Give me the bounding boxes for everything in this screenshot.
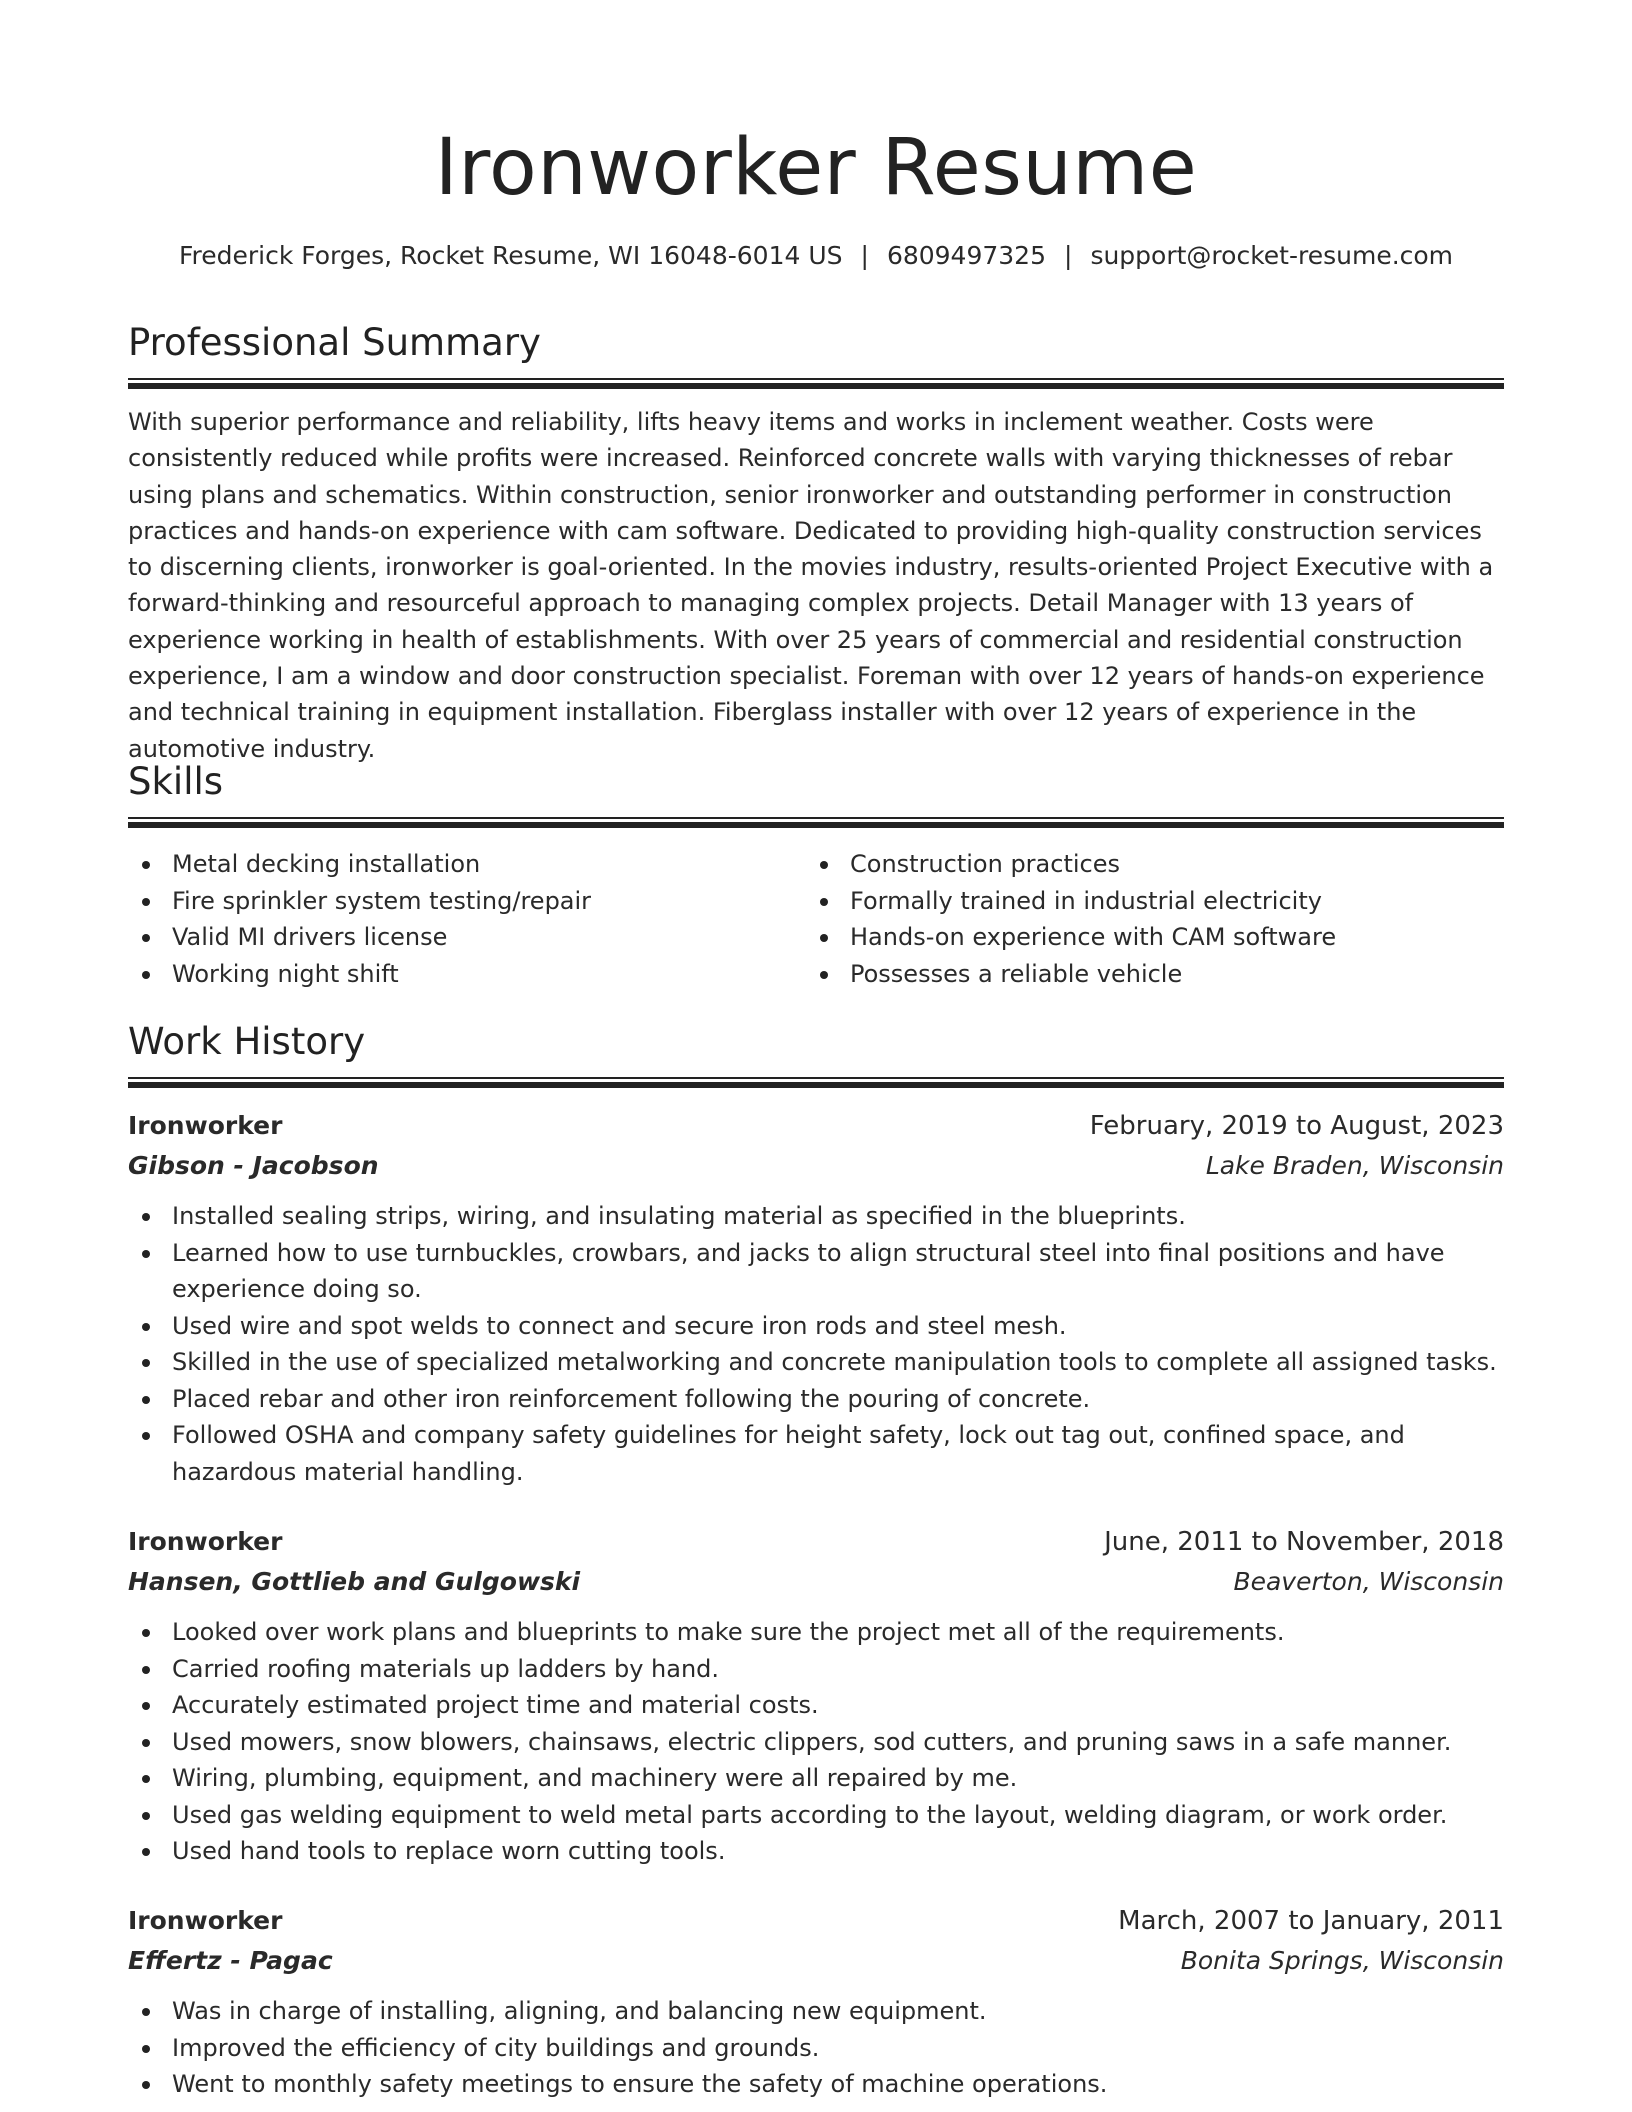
- job-duty-item: Went to monthly safety meetings to ensure the safety of machine operations.: [128, 2066, 1504, 2103]
- skills-list-left: [128, 846, 808, 992]
- resume-title: Ironworker Resume: [434, 123, 1198, 213]
- job-duty-item: Wiring, plumbing, equipment, and machinery were all repaired by me.: [128, 1760, 1504, 1797]
- section-divider: [128, 817, 1504, 828]
- contact-address: Frederick Forges, Rocket Resume, WI 16048-6014 US: [178, 241, 843, 270]
- skills-heading: Skills: [128, 760, 224, 803]
- job-duty-item: Installed sealing strips, wiring, and insulating material as specified in the blueprints.: [128, 1198, 1504, 1235]
- job-dates: February, 2019 to August, 2023: [1089, 1111, 1504, 1141]
- job-duty-item: Used wire and spot welds to connect and secure iron rods and steel mesh.: [128, 1308, 1504, 1345]
- job-duty-item: Was in charge of installing, aligning, and balancing new equipment.: [128, 1993, 1504, 2030]
- job-company: Gibson - Jacobson: [128, 1151, 379, 1180]
- job-duty-item: Used mowers, snow blowers, chainsaws, electric clippers, sod cutters, and pruning saws in a safe manner.: [128, 1724, 1504, 1761]
- job-duty-item: Placed rebar and other iron reinforcement following the pouring of concrete.: [128, 1381, 1504, 1418]
- job-location: Lake Braden, Wisconsin: [1205, 1151, 1504, 1180]
- job-duty-item: Carried roofing materials up ladders by hand.: [128, 1651, 1504, 1688]
- job-duty-item: Used gas welding equipment to weld metal parts according to the layout, welding diagram, or work order.: [128, 1797, 1504, 1834]
- job-title: Ironworker: [128, 1906, 283, 1935]
- job-title: Ironworker: [128, 1527, 283, 1556]
- job-dates: June, 2011 to November, 2018: [1104, 1527, 1504, 1557]
- skills-list-right: [806, 846, 1486, 992]
- job-duty-item: Looked over work plans and blueprints to make sure the project met all of the requirements.: [128, 1614, 1504, 1651]
- section-divider: [128, 378, 1504, 389]
- job-duties: [128, 1198, 1504, 1490]
- job-duties: [128, 1614, 1504, 1870]
- summary-heading: Professional Summary: [128, 321, 541, 364]
- job-location: Beaverton, Wisconsin: [1233, 1567, 1504, 1596]
- skill-item: Construction practices: [806, 846, 1486, 883]
- contact-separator: |: [1064, 241, 1073, 270]
- job-entry: [128, 1106, 1504, 1490]
- skill-item: Formally trained in industrial electricity: [806, 883, 1486, 920]
- skill-item: Working night shift: [128, 956, 808, 993]
- job-duty-item: Learned how to use turnbuckles, crowbars, and jacks to align structural steel into final positions and have experience doing so.: [128, 1235, 1504, 1308]
- job-duty-item: Accurately estimated project time and material costs.: [128, 1687, 1504, 1724]
- contact-separator: |: [860, 241, 869, 270]
- job-dates: March, 2007 to January, 2011: [1118, 1906, 1504, 1936]
- section-divider: [128, 1077, 1504, 1088]
- job-location: Bonita Springs, Wisconsin: [1180, 1946, 1504, 1975]
- job-duty-item: Followed OSHA and company safety guidelines for height safety, lock out tag out, confined space, and hazardous material handling.: [128, 1417, 1504, 1490]
- skill-item: Possesses a reliable vehicle: [806, 956, 1486, 993]
- job-duty-item: Skilled in the use of specialized metalworking and concrete manipulation tools to complete all assigned tasks.: [128, 1344, 1504, 1381]
- job-duty-item: Used hand tools to replace worn cutting tools.: [128, 1833, 1504, 1870]
- job-entry: [128, 1522, 1504, 1870]
- contact-line: [128, 236, 1504, 276]
- job-duty-item: Improved the efficiency of city buildings and grounds.: [128, 2030, 1504, 2067]
- job-company: Effertz - Pagac: [128, 1946, 333, 1975]
- contact-phone[interactable]: 6809497325: [886, 241, 1046, 270]
- job-duties: [128, 1993, 1504, 2103]
- work-history-heading: Work History: [128, 1020, 366, 1063]
- contact-email[interactable]: support@rocket-resume.com: [1090, 241, 1454, 270]
- job-company: Hansen, Gottlieb and Gulgowski: [128, 1567, 581, 1596]
- summary-text: With superior performance and reliability, lifts heavy items and works in inclement weather. Costs were consistently reduced while profits were increased. Reinforced concrete walls with varying thicknesses of rebar using plans and schematics. Within construction, senior ironworker and outstanding performer in construction practices and hands-on experience with cam software. Dedicated to providing high-quality construction services to discerning clients, ironworker is goal-oriented. In the movies industry, results-oriented Project Executive with a forward-thinking and resourceful approach to managing complex projects. Detail Manager with 13 years of experience working in health of establishments. With over 25 years of commercial and residential construction experience, I am a window and door construction specialist. Foreman with over 12 years of hands-on experience and technical training in equipment installation. Fiberglass installer with over 12 years of experience in the automotive industry.: [128, 408, 1494, 763]
- skill-item: Fire sprinkler system testing/repair: [128, 883, 808, 920]
- job-entry: [128, 1901, 1504, 2103]
- skill-item: Hands-on experience with CAM software: [806, 919, 1486, 956]
- job-title: Ironworker: [128, 1111, 283, 1140]
- skill-item: Valid MI drivers license: [128, 919, 808, 956]
- skill-item: Metal decking installation: [128, 846, 808, 883]
